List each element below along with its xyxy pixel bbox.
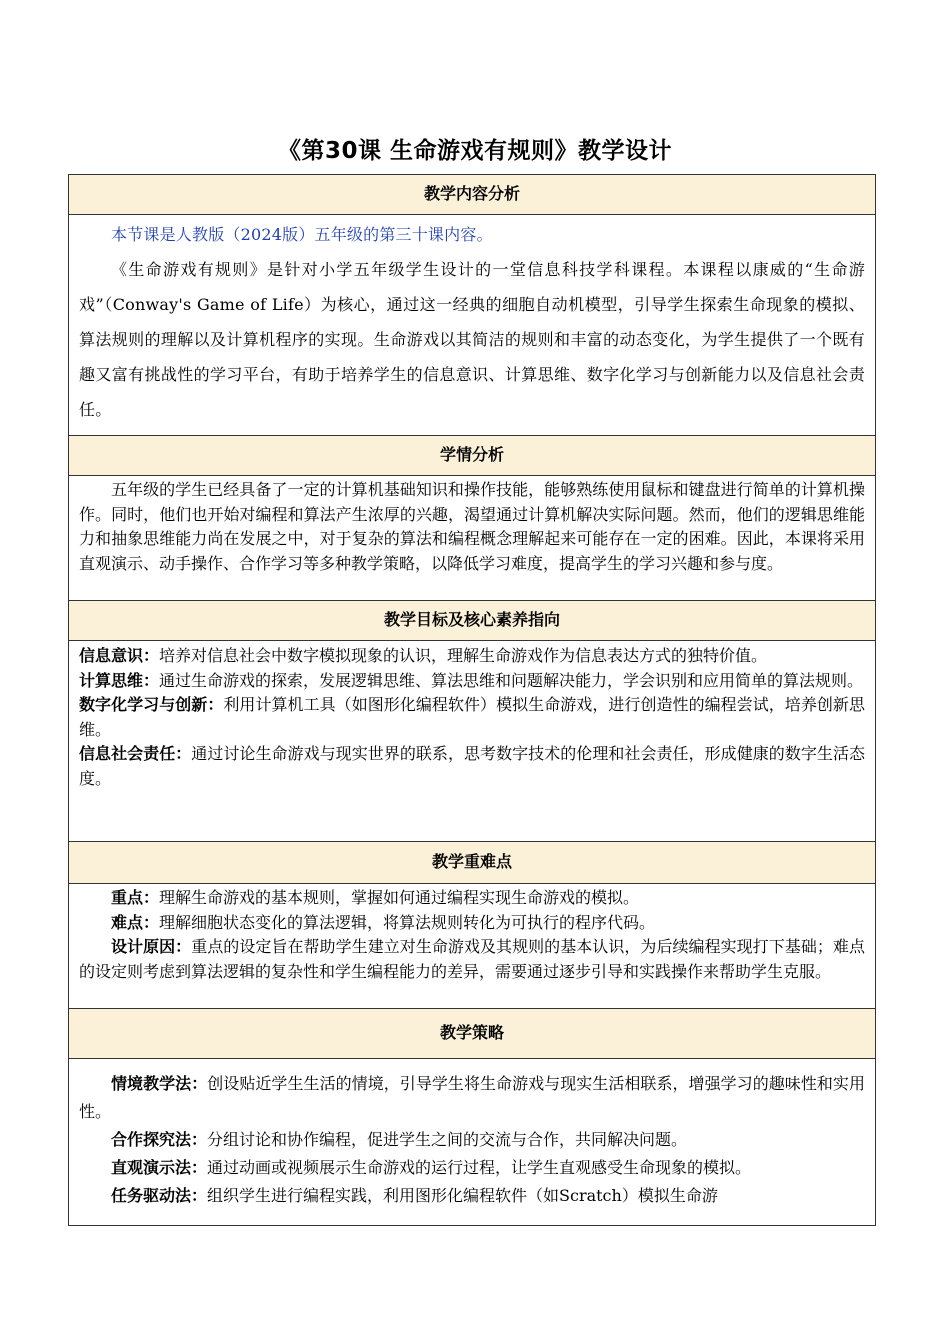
intro-paragraph: 本节课是人教版（2024版）五年级的第三十课内容。 bbox=[111, 225, 493, 244]
key-point-item bbox=[79, 935, 865, 984]
strategy-text: 分组讨论和协作编程，促进学生之间的交流与合作，共同解决问题。 bbox=[207, 1130, 688, 1149]
objective-label: 信息社会责任： bbox=[79, 744, 192, 763]
objective-text: 通过生命游戏的探索，发展逻辑思维、算法思维和问题解决能力，学会识别和应用简单的算法规则。 bbox=[159, 670, 864, 690]
objective-item bbox=[79, 742, 865, 791]
strategy-label: 情境教学法： bbox=[111, 1074, 208, 1093]
key-point-text: 理解细胞状态变化的算法逻辑，将算法规则转化为可执行的程序代码。 bbox=[159, 912, 656, 932]
strategy-item bbox=[79, 1126, 865, 1154]
objective-label: 信息意识： bbox=[79, 646, 160, 665]
objective-label: 数字化学习与创新： bbox=[79, 695, 224, 714]
key-point-label: 设计原因： bbox=[111, 937, 192, 957]
key-point-item bbox=[79, 911, 865, 936]
document-title: 《第30课 生命游戏有规则》教学设计 bbox=[277, 138, 672, 164]
strategy-item bbox=[79, 1154, 865, 1182]
strategy-text: 组织学生进行编程实践，利用图形化编程软件（如Scratch）模拟生命游 bbox=[207, 1186, 718, 1205]
strategy-text: 通过动画或视频展示生命游戏的运行过程，让学生直观感受生命现象的模拟。 bbox=[207, 1158, 752, 1177]
strategy-label: 任务驱动法： bbox=[111, 1186, 208, 1205]
section-heading-objectives: 教学目标及核心素养指向 bbox=[69, 601, 875, 641]
content-paragraph: 《生命游戏有规则》是针对小学五年级学生设计的一堂信息科技学科课程。本课程以康威的“生命游戏”（Conway's Game of Life）为核心，通过这一经典的细胞自动机模型，引导学生探索生命现象的模拟、算法规则的理解以及计算机程序的实现。生命游戏以其简洁的规则和丰富的动态变化，为学生提供了一个既有趣又富有挑战性的学习平台，有助于培养学生的信息意识、计算思维、数字化学习与创新能力以及信息社会责任。 bbox=[79, 260, 865, 419]
objective-text: 通过讨论生命游戏与现实世界的联系，思考数字技术的伦理和社会责任，形成健康的数字生活态度。 bbox=[79, 744, 865, 788]
section-heading-strategies: 教学策略 bbox=[69, 1009, 875, 1059]
objective-item bbox=[79, 644, 865, 669]
key-point-item bbox=[79, 886, 865, 911]
student-paragraph: 五年级的学生已经具备了一定的计算机基础知识和操作技能，能够熟练使用鼠标和键盘进行简单的计算机操作。同时，他们也开始对编程和算法产生浓厚的兴趣，渴望通过计算机解决实际问题。然而，他们的逻辑思维能力和抽象思维能力尚在发展之中，对于复杂的算法和编程概念理解起来可能存在一定的困难。因此，本课将采用直观演示、动手操作、合作学习等多种教学策略，以降低学习难度，提高学生的学习兴趣和参与度。 bbox=[79, 480, 865, 573]
objective-label: 计算思维： bbox=[79, 670, 160, 690]
section-objectives bbox=[69, 641, 875, 842]
section-strategies bbox=[69, 1059, 875, 1225]
objective-item bbox=[79, 669, 865, 694]
key-point-label: 难点： bbox=[111, 912, 160, 932]
section-key-points bbox=[69, 884, 875, 1009]
section-heading-student-analysis: 学情分析 bbox=[69, 436, 875, 476]
section-student-analysis bbox=[69, 476, 875, 601]
lesson-plan-table bbox=[68, 174, 876, 1226]
strategy-label: 合作探究法： bbox=[111, 1130, 208, 1149]
strategy-item bbox=[79, 1182, 865, 1210]
key-point-text: 理解生命游戏的基本规则，掌握如何通过编程实现生命游戏的模拟。 bbox=[159, 888, 640, 907]
strategy-text: 创设贴近学生生活的情境，引导学生将生命游戏与现实生活相联系，增强学习的趣味性和实用性。 bbox=[79, 1074, 865, 1121]
key-point-text: 重点的设定旨在帮助学生建立对生命游戏及其规则的基本认识，为后续编程实现打下基础；难点的设定则考虑到算法逻辑的复杂性和学生编程能力的差异，需要通过逐步引导和实践操作来帮助学生克服。 bbox=[79, 937, 865, 981]
section-heading-key-points: 教学重难点 bbox=[69, 842, 875, 884]
objective-text: 利用计算机工具（如图形化编程软件）模拟生命游戏，进行创造性的编程尝试，培养创新思维。 bbox=[79, 695, 865, 739]
section-heading-content-analysis: 教学内容分析 bbox=[69, 175, 875, 215]
objective-text: 培养对信息社会中数字模拟现象的认识，理解生命游戏作为信息表达方式的独特价值。 bbox=[159, 646, 768, 665]
strategy-label: 直观演示法： bbox=[111, 1158, 208, 1177]
section-content-analysis bbox=[69, 215, 875, 436]
key-point-label: 重点： bbox=[111, 888, 160, 907]
strategy-item bbox=[79, 1070, 865, 1126]
objective-item bbox=[79, 693, 865, 742]
